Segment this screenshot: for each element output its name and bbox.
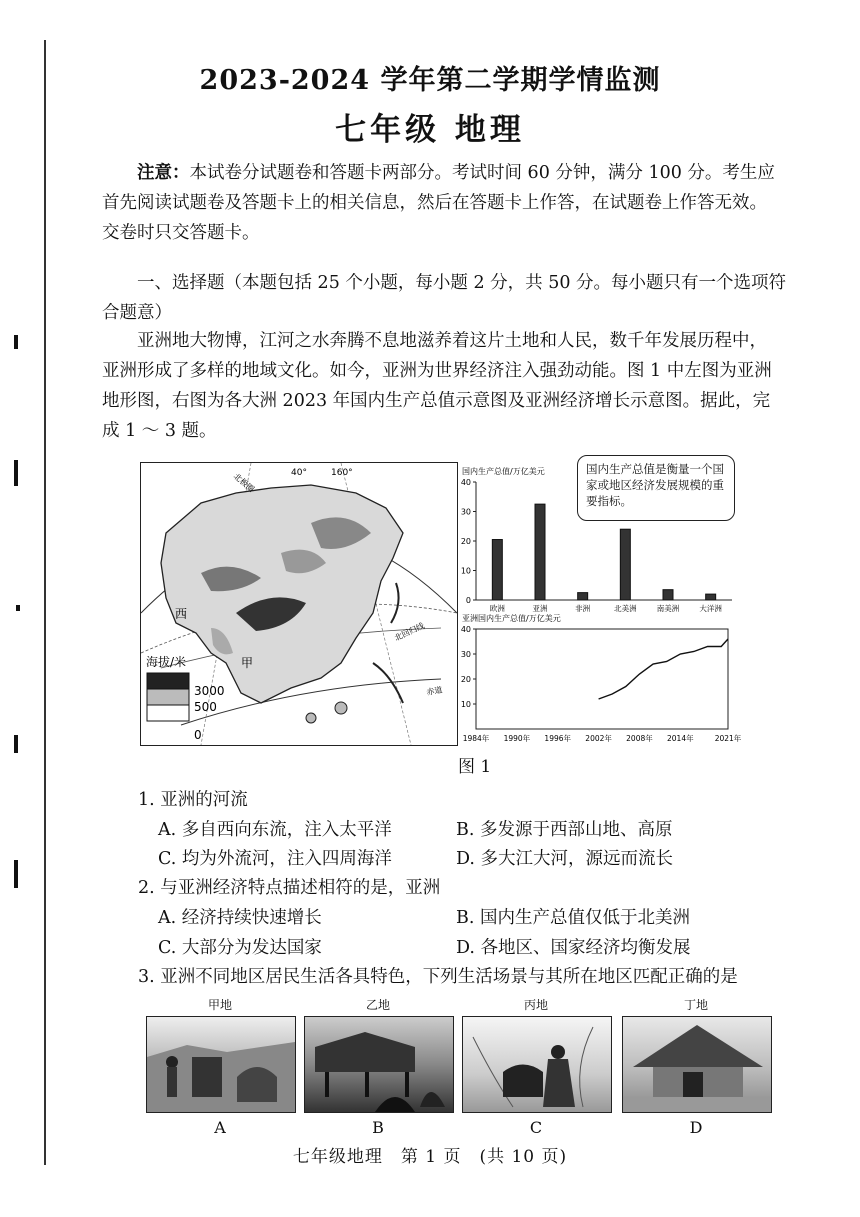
line-y-tick-label: 20	[460, 675, 471, 684]
bar-category-label: 南美洲	[656, 604, 680, 613]
bar-y-tick-label: 20	[460, 537, 471, 546]
bar-category-label: 大洋洲	[699, 604, 722, 613]
question-2-option-c: C. 大部分为发达国家	[158, 938, 322, 958]
question-1-option-c: C. 均为外流河，注入四周海洋	[158, 849, 392, 869]
question-2-stem: 2. 与亚洲经济特点描述相符的是，亚洲	[138, 878, 441, 898]
legend-swatch-mid	[147, 689, 189, 705]
bar-欧洲	[492, 540, 502, 600]
line-ylabel: 亚洲国内生产总值/万亿美元	[462, 614, 561, 623]
binding-mark	[14, 860, 18, 888]
photo-d-scene	[622, 1016, 772, 1113]
question-1-option-b: B. 多发源于西部山地、高原	[456, 820, 673, 840]
intro-paragraph	[102, 326, 804, 446]
photo-c-scene	[462, 1016, 612, 1113]
callout-text: 国内生产总值是衡量一个国家或地区经济发展规模的重要指标。	[586, 462, 724, 508]
line-y-tick-label: 40	[460, 625, 471, 634]
asia-gdp-series-line	[599, 639, 728, 699]
gdp-definition-callout	[577, 455, 735, 521]
section-header	[102, 268, 804, 328]
binding-mark	[16, 605, 20, 611]
bar-亚洲	[535, 504, 545, 600]
photo-label-d: 丁地	[683, 998, 708, 1012]
bar-ylabel: 国内生产总值/万亿美元	[462, 467, 545, 476]
exam-subtitle: 七年级 地理	[335, 112, 525, 148]
binding-mark	[14, 335, 18, 349]
bar-南美洲	[663, 590, 673, 600]
section-line-2: 合题意）	[102, 303, 172, 323]
exam-title: 2023-2024 学年第二学期学情监测	[199, 65, 661, 96]
legend-value: 0	[194, 728, 202, 742]
bar-category-label: 亚洲	[532, 604, 548, 613]
bar-category-label: 欧洲	[489, 604, 505, 613]
lon-label: 40°	[291, 468, 307, 478]
question-1-option-d: D. 多大江大河，源远而流长	[456, 849, 674, 869]
bar-y-tick-label: 10	[460, 566, 471, 576]
question-2-option-b: B. 国内生产总值仅低于北美洲	[456, 908, 690, 928]
photo-label-a: 甲地	[207, 998, 232, 1012]
asia-gdp-line-chart	[458, 612, 742, 750]
legend-value: 500	[194, 700, 217, 714]
notice-label: 注意：	[137, 163, 190, 183]
bar-y-tick-label: 30	[460, 507, 471, 517]
section-line-1: 一、选择题（本题包括 25 个小题，每小题 2 分，共 50 分。每小题只有一个选项符	[137, 273, 787, 293]
photo-letter-a: A	[214, 1118, 226, 1137]
line-x-tick-label: 1984年	[462, 734, 490, 743]
margin-line	[44, 40, 46, 1165]
photo-letter-d: D	[689, 1118, 703, 1137]
photo-a-scene	[146, 1016, 296, 1113]
page-footer: 七年级地理 第 1 页 (共 10 页)	[292, 1147, 568, 1167]
line-x-tick-label: 1996年	[544, 734, 572, 743]
question-2-option-d: D. 各地区、国家经济均衡发展	[456, 938, 691, 958]
binding-mark	[14, 460, 18, 486]
line-plot-frame	[476, 629, 728, 729]
bar-北美洲	[620, 529, 630, 600]
asia-terrain-map	[140, 462, 458, 746]
line-x-tick-label: 1990年	[503, 734, 531, 743]
intro-line-1: 亚洲地大物博，江河之水奔腾不息地滋养着这片土地和人民，数千年发展历程中，	[137, 331, 767, 351]
notice-line-2: 首先阅读试题卷及答题卡上的相关信息，然后在答题卡上作答，在试题卷上作答无效。	[102, 193, 767, 213]
bar-非洲	[578, 593, 588, 600]
region-label-xi: 西	[175, 607, 188, 621]
island	[306, 713, 316, 723]
region-label-jia: 甲	[241, 656, 254, 670]
question-3-stem: 3. 亚洲不同地区居民生活各具特色，下列生活场景与其所在地区匹配正确的是	[138, 967, 738, 987]
notice	[102, 158, 804, 248]
intro-line-4: 成 1 ～ 3 题。	[102, 421, 217, 441]
photo-label-b: 乙地	[365, 998, 390, 1012]
line-y-tick-label: 10	[460, 700, 471, 709]
photo-letter-b: B	[372, 1118, 384, 1137]
intro-line-3: 地形图，右图为各大洲 2023 年国内生产总值示意图及亚洲经济增长示意图。据此，完	[102, 391, 771, 411]
line-x-tick-label: 2008年	[626, 734, 653, 743]
arctic-circle-label: 北极圈	[231, 471, 256, 494]
bar-y-tick-label: 0	[465, 596, 471, 605]
map-graphic	[141, 463, 457, 745]
lon-label: 160°	[331, 468, 353, 478]
legend-swatch-high	[147, 673, 189, 689]
line-x-tick-label: 2014年	[667, 734, 694, 743]
binding-mark	[14, 735, 18, 753]
bar-大洋洲	[706, 594, 716, 600]
photo-letter-c: C	[529, 1118, 543, 1137]
question-1-option-a: A. 多自西向东流，注入太平洋	[158, 820, 392, 840]
bar-y-tick-label: 40	[460, 478, 471, 487]
line-x-tick-label: 2021年	[714, 734, 742, 743]
legend-title: 海拔/米	[146, 655, 187, 669]
line-axes	[461, 625, 742, 743]
intro-line-2: 亚洲形成了多样的地域文化。如今，亚洲为世界经济注入强劲动能。图 1 中左图为亚洲	[102, 361, 772, 381]
photo-label-c: 丙地	[523, 998, 548, 1012]
question-2-option-a: A. 经济持续快速增长	[158, 908, 322, 928]
line-marks	[599, 639, 728, 699]
figure-caption: 图 1	[458, 757, 492, 777]
notice-line-1: 本试卷分试题卷和答题卡两部分。考试时间 60 分钟，满分 100 分。考生应	[189, 163, 775, 183]
island-arc	[391, 583, 399, 623]
bar-category-label: 北美洲	[614, 604, 637, 613]
photo-b-scene	[304, 1016, 454, 1113]
island	[335, 702, 347, 714]
line-x-tick-label: 2002年	[585, 734, 612, 743]
question-1-stem: 1. 亚洲的河流	[138, 790, 248, 810]
tropic-label: 北回归线	[393, 621, 426, 643]
legend-swatch-low	[147, 705, 189, 721]
bar-category-label: 非洲	[575, 604, 591, 613]
equator-label: 赤道	[425, 685, 444, 697]
line-y-tick-label: 30	[460, 650, 471, 659]
asia-landmass	[161, 485, 403, 703]
notice-line-3: 交卷时只交答题卡。	[102, 223, 260, 243]
legend-value: 3000	[194, 684, 225, 698]
